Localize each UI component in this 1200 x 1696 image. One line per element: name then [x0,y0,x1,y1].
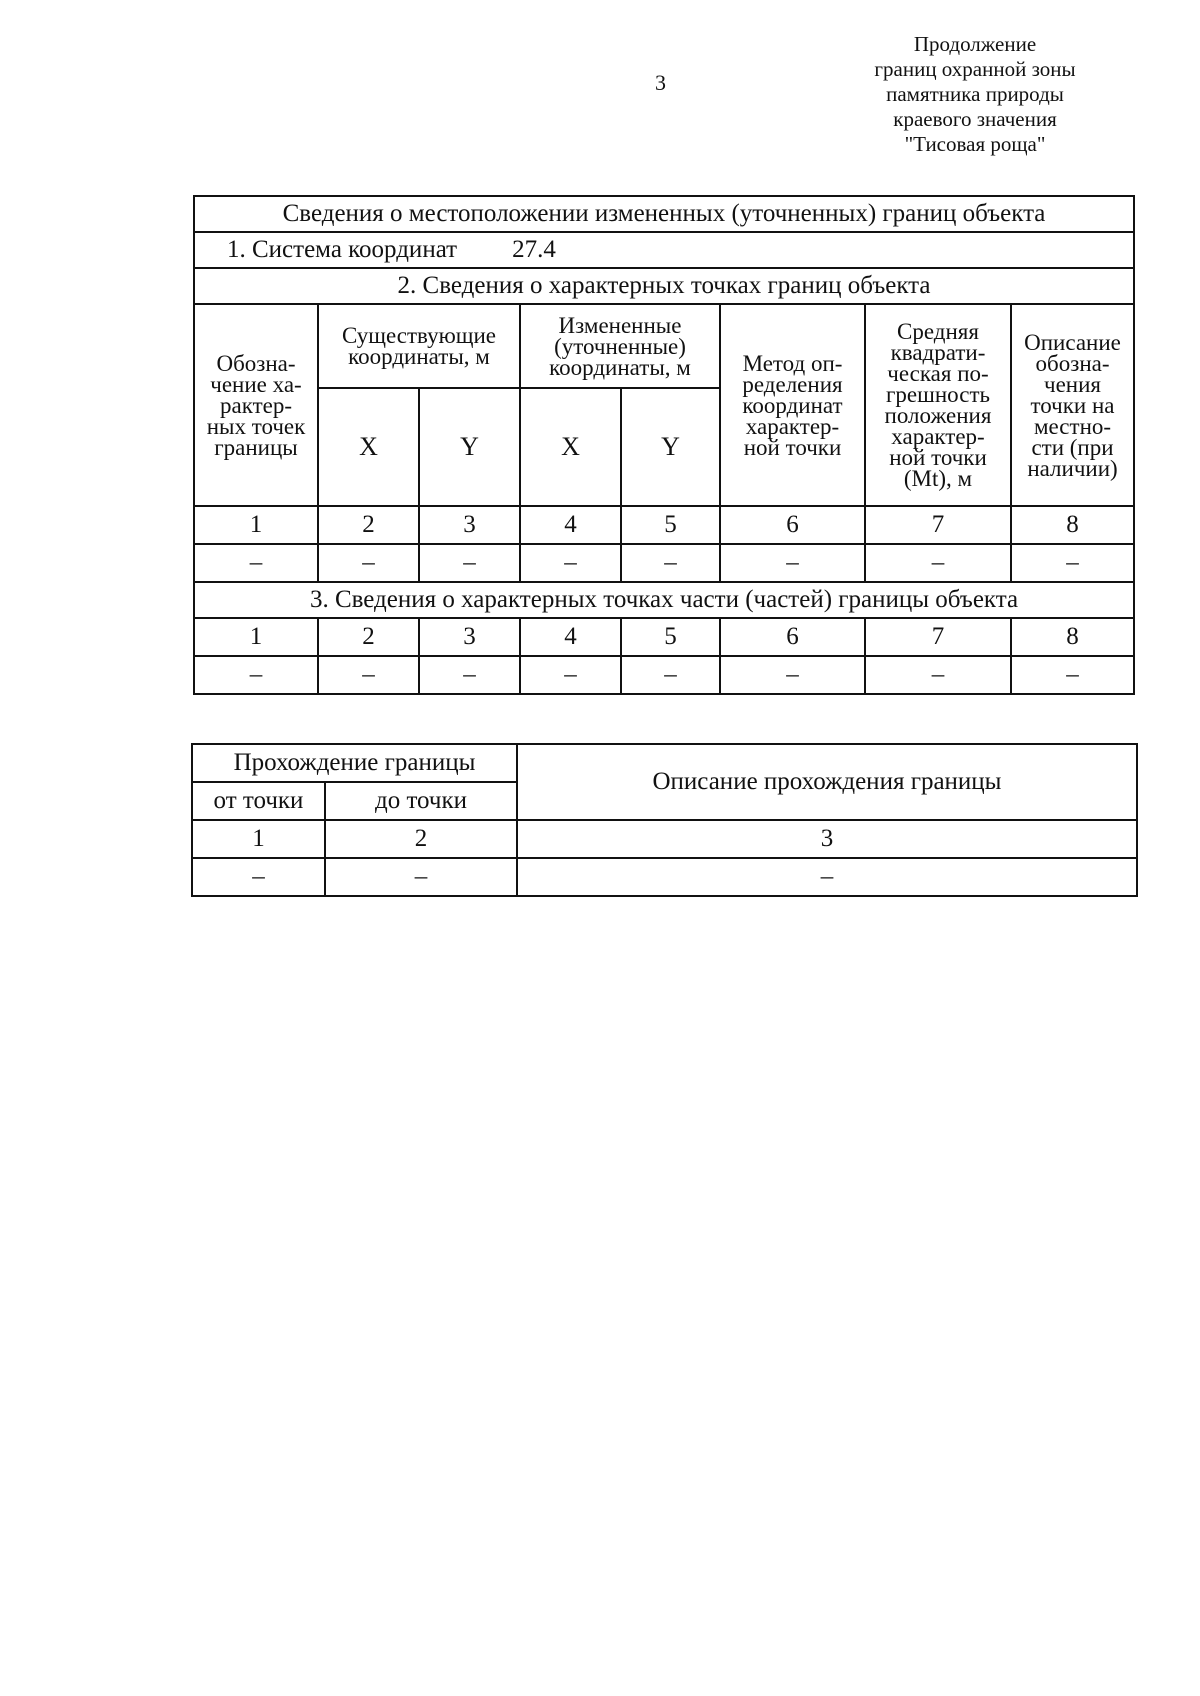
empty-cell: – [194,544,318,582]
empty-cell: – [419,544,520,582]
section-2-title: 2. Сведения о характерных точках границ объекта [194,268,1134,304]
coordinate-system-label: 1. Система координат [227,236,458,263]
col-number: 2 [318,618,419,656]
col-number: 7 [865,618,1011,656]
col-number: 3 [517,820,1137,858]
col-header-changed-coords: Измененные (уточненные) координаты, м [520,304,720,388]
col-number: 5 [621,506,720,544]
col-number: 7 [865,506,1011,544]
col-number: 1 [192,820,325,858]
empty-cell: – [865,656,1011,694]
empty-cell: – [621,656,720,694]
subheader-x: X [318,388,419,506]
col-number: 3 [419,506,520,544]
col-number: 8 [1011,506,1134,544]
header-note-line: "Тисовая роща" [904,132,1046,156]
col-number: 1 [194,506,318,544]
col-number: 2 [318,506,419,544]
empty-cell: – [1011,544,1134,582]
col-header-passage-description: Описание прохождения границы [517,744,1137,820]
col-header-designation: Обозна- чение ха- рактер- ных точек границы [194,304,318,506]
col-number: 1 [194,618,318,656]
col-header-description: Описание обозна- чения точки на местно- сти (при наличии) [1011,304,1134,506]
col-number: 8 [1011,618,1134,656]
empty-cell: – [192,858,325,896]
header-note [845,32,1105,157]
subheader-y: Y [621,388,720,506]
empty-cell: – [194,656,318,694]
subheader-x: X [520,388,621,506]
empty-cell: – [720,656,865,694]
table-title: Сведения о местоположении измененных (уточненных) границ объекта [194,196,1134,232]
coordinate-system-row [194,232,1134,268]
col-number: 2 [325,820,517,858]
empty-cell: – [865,544,1011,582]
header-note-line: Продолжение [913,32,1037,56]
col-header-from-point: от точки [192,782,325,820]
empty-cell: – [520,656,621,694]
col-header-passage: Прохождение границы [192,744,517,782]
col-header-to-point: до точки [325,782,517,820]
empty-cell: – [621,544,720,582]
col-number: 3 [419,618,520,656]
empty-cell: – [318,656,419,694]
boundary-points-table [193,195,1135,695]
col-number: 6 [720,618,865,656]
empty-cell: – [318,544,419,582]
empty-cell: – [720,544,865,582]
boundary-passage-table [191,743,1138,897]
page-number: 3 [655,70,666,95]
col-number: 4 [520,506,621,544]
header-note-line: краевого значения [893,107,1057,131]
empty-cell: – [325,858,517,896]
coordinate-system-value: 27.4 [512,236,556,263]
col-header-existing-coords: Существующие координаты, м [318,304,520,388]
col-number: 5 [621,618,720,656]
header-note-line: памятника природы [886,82,1064,106]
col-header-error: Средняя квадрати- ческая по- грешность положения характер- ной точки (Mt), м [865,304,1011,506]
section-3-title: 3. Сведения о характерных точках части (частей) границы объекта [194,582,1134,618]
empty-cell: – [517,858,1137,896]
col-number: 6 [720,506,865,544]
col-header-method: Метод оп- ределения координат характер- ной точки [720,304,865,506]
empty-cell: – [1011,656,1134,694]
header-note-line: границ охранной зоны [874,57,1076,81]
empty-cell: – [520,544,621,582]
col-number: 4 [520,618,621,656]
subheader-y: Y [419,388,520,506]
empty-cell: – [419,656,520,694]
